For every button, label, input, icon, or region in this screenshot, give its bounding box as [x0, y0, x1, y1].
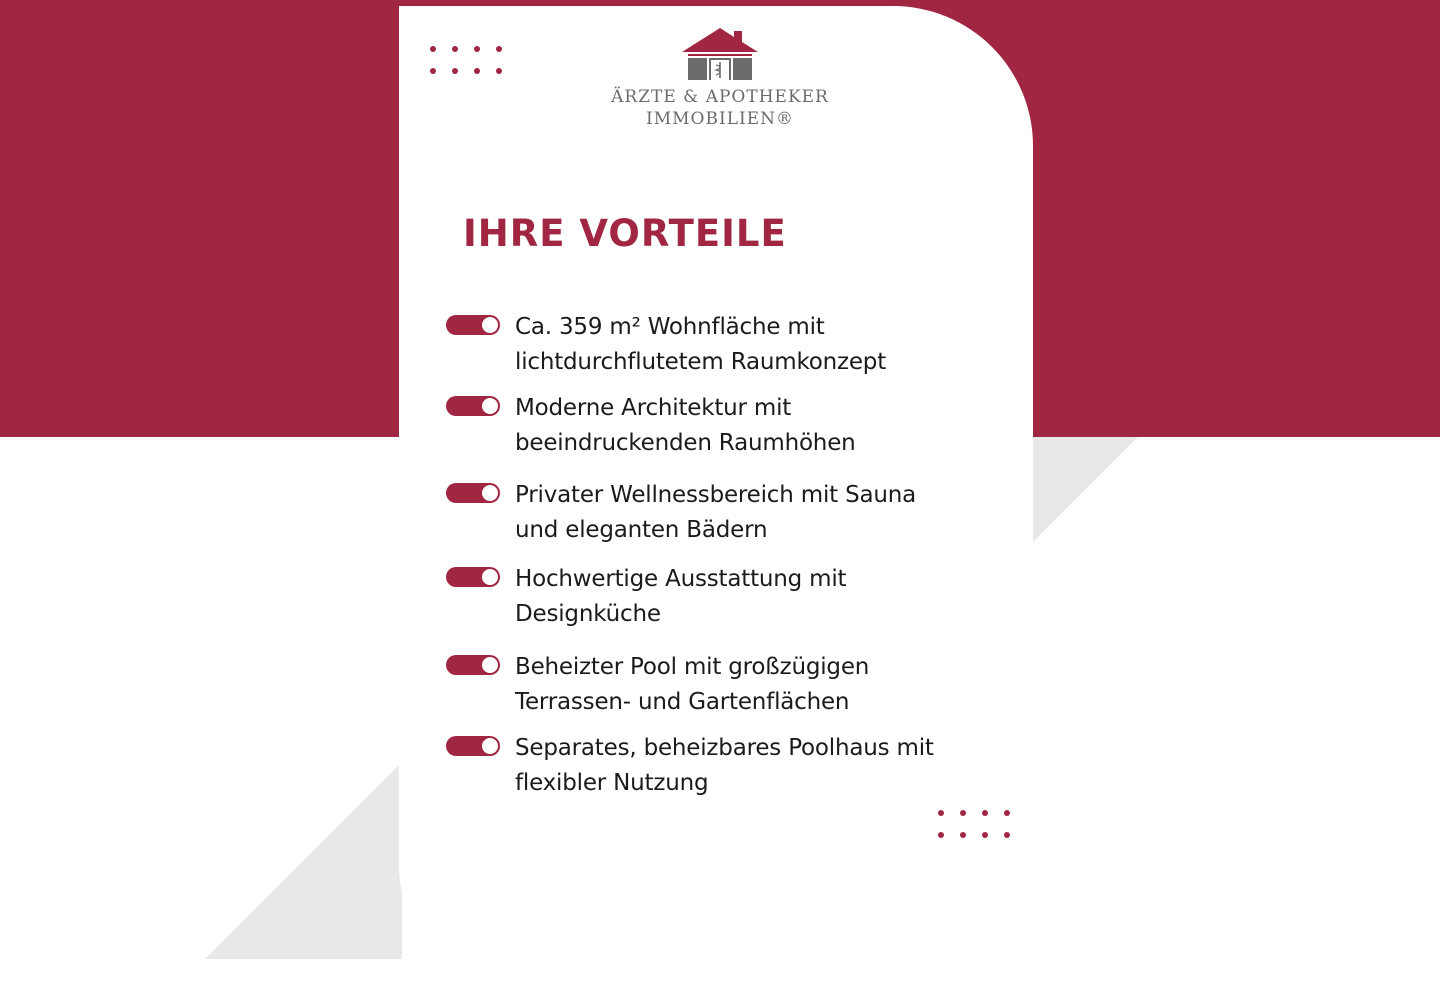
benefit-text-line-1: Ca. 359 m² Wohnfläche mit: [515, 314, 825, 340]
benefit-text-line-1: Privater Wellnessbereich mit Sauna: [515, 482, 917, 508]
benefit-text-line-1: Hochwertige Ausstattung mit: [515, 566, 847, 592]
benefit-text-line-2: Terrassen- und Gartenflächen: [515, 689, 850, 715]
decorative-dots-top: [430, 46, 502, 74]
benefit-text-line-2: beeindruckenden Raumhöhen: [515, 430, 856, 456]
benefit-text-line-1: Moderne Architektur mit: [515, 395, 792, 421]
page-headline: IHRE VORTEILE: [463, 212, 787, 255]
benefit-text-line-1: Beheizter Pool mit großzügigen: [515, 654, 870, 680]
benefit-text-line-1: Separates, beheizbares Poolhaus mit: [515, 735, 934, 761]
logo-text-line-2: IMMOBILIEN®: [646, 109, 794, 129]
benefit-text-line-2: Designküche: [515, 601, 661, 627]
house-with-caduceus-icon: [680, 26, 760, 82]
decorative-dots-bottom: [938, 810, 1010, 838]
benefit-text-line-2: und eleganten Bädern: [515, 517, 768, 543]
benefit-text-line-2: lichtdurchflutetem Raumkonzept: [515, 349, 887, 375]
company-logo: [600, 26, 840, 130]
logo-text-line-1: ÄRZTE & APOTHEKER: [611, 87, 829, 107]
benefit-text-line-2: flexibler Nutzung: [515, 770, 709, 796]
content-card: [399, 6, 1033, 986]
